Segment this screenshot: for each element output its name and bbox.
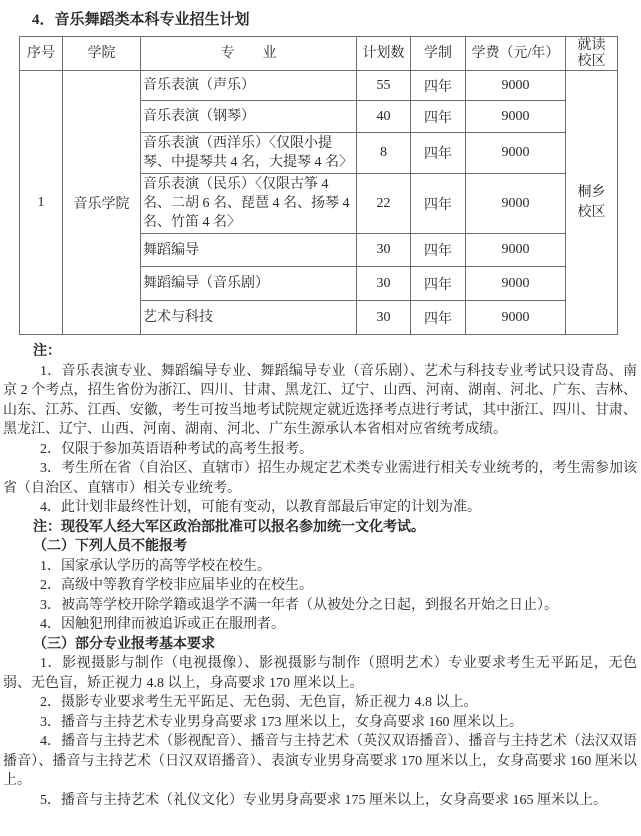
enrollment-plan-table: [19, 36, 618, 335]
section3-item-4: 4．播音与主持艺术（影视配音）、播音与主持艺术（英汉双语播音）、播音与主持艺术（法汉双语播音）、播音与主持艺术（日汉双语播音）、表演专业男身高要求 170 厘米以上，女身高要求 160 厘米以上。: [3, 734, 637, 788]
section3-item-1: 1．影视摄影与制作（电视摄像）、影视摄影与制作（照明艺术）专业要求考生无平跖足，无色弱、无色盲，矫正视力 4.8 以上，身高要求 170 厘米以上。: [3, 656, 637, 691]
col-header-duration: 学制: [411, 37, 466, 71]
duration-cell: 四年: [411, 101, 466, 133]
duration-cell: 四年: [411, 301, 466, 335]
serial-cell: 1: [20, 71, 63, 335]
notes-label: 注：: [33, 344, 61, 359]
plan-cell: 22: [357, 174, 411, 234]
military-note: 注：现役军人经大军区政治部批准可以报名参加统一文化考试。: [33, 519, 425, 535]
tuition-cell: 9000: [466, 71, 566, 101]
major-cell: 音乐表演（民乐）〈仅限古筝 4 名、二胡 6 名、琵琶 4 名、扬琴 4 名、竹笛 4 名〉: [141, 174, 357, 234]
section2-item-2: 2．高级中等教育学校非应届毕业的在校生。: [40, 578, 313, 593]
plan-cell: 30: [357, 301, 411, 335]
major-cell: 音乐表演（西洋乐）〈仅限小提琴、中提琴共 4 名，大提琴 4 名〉: [141, 133, 357, 174]
duration-cell: 四年: [411, 71, 466, 101]
section3-heading: （三）部分专业报考基本要求: [33, 636, 215, 652]
page-title: 4．音乐舞蹈类本科专业招生计划: [32, 12, 250, 28]
tuition-cell: 9000: [466, 267, 566, 301]
col-header-college: 学院: [63, 37, 141, 71]
note-item-3: 3．考生所在省（自治区、直辖市）招生办规定艺术类专业需进行相关专业统考的，考生需参加该省（自治区、直辖市）相关专业统考。: [3, 461, 637, 496]
tuition-cell: 9000: [466, 133, 566, 174]
note-item-1: 1．音乐表演专业、舞蹈编导专业、舞蹈编导专业（音乐剧）、艺术与科技专业考试只设青岛、南京 2 个考点，招生省份为浙江、四川、甘肃、黑龙江、辽宁、山西、河南、湖南、河北、广东、吉林、山东、江苏、江西、安徽，考生可按当地考试院规定就近选择考点进行考试，其中浙江、四川、甘肃、黑龙江、辽宁、山西、河南、湖南、河北、广东生源承认本省相对应省统考成绩。: [3, 363, 637, 437]
note-item-4: 4．此计划非最终性计划，可能有变动，以教育部最后审定的计划为准。: [40, 500, 481, 515]
plan-cell: 55: [357, 71, 411, 101]
notes-section: [3, 342, 637, 537]
major-cell: 音乐表演（钢琴）: [141, 101, 357, 133]
plan-cell: 8: [357, 133, 411, 174]
section-requirements: [3, 635, 637, 811]
duration-cell: 四年: [411, 133, 466, 174]
major-cell: 舞蹈编导（音乐剧）: [141, 267, 357, 301]
section2-item-3: 3．被高等学校开除学籍或退学不满一年者（从被处分之日起，到报名开始之日止）。: [40, 597, 558, 613]
col-header-plan: 计划数: [357, 37, 411, 71]
college-cell: 音乐学院: [63, 71, 141, 335]
section2-item-1: 1．国家承认学历的高等学校在校生。: [40, 558, 271, 574]
section2-heading: （二）下列人员不能报考: [33, 539, 187, 554]
table-header-row: [20, 37, 618, 71]
section2-item-4: 4．因触犯刑律而被追诉或正在服刑者。: [40, 617, 285, 632]
duration-cell: 四年: [411, 174, 466, 234]
col-header-major: 专 业: [141, 37, 357, 71]
tuition-cell: 9000: [466, 101, 566, 133]
section-ineligible: [3, 537, 637, 635]
major-cell: 艺术与科技: [141, 301, 357, 335]
col-header-tuition: 学费（元/年）: [466, 37, 566, 71]
section3-item-5: 5．播音与主持艺术（礼仪文化）专业男身高要求 175 厘米以上，女身高要求 165 厘米以上。: [40, 792, 607, 808]
col-header-serial: 序号: [20, 37, 63, 71]
table-row: [20, 71, 618, 101]
campus-cell: 桐乡校区: [566, 71, 618, 335]
duration-cell: 四年: [411, 234, 466, 267]
duration-cell: 四年: [411, 267, 466, 301]
plan-cell: 30: [357, 267, 411, 301]
col-header-campus: 就读校区: [566, 37, 618, 71]
tuition-cell: 9000: [466, 301, 566, 335]
tuition-cell: 9000: [466, 234, 566, 267]
plan-cell: 30: [357, 234, 411, 267]
section3-item-3: 3．播音与主持艺术专业男身高要求 173 厘米以上，女身高要求 160 厘米以上。: [40, 714, 523, 730]
major-cell: 舞蹈编导: [141, 234, 357, 267]
note-item-2: 2．仅限于参加英语语种考试的高考生报考。: [40, 441, 313, 457]
major-cell: 音乐表演（声乐）: [141, 71, 357, 101]
tuition-cell: 9000: [466, 174, 566, 234]
plan-cell: 40: [357, 101, 411, 133]
section3-item-2: 2．摄影专业要求考生无平跖足、无色弱、无色盲，矫正视力 4.8 以上。: [40, 695, 478, 710]
